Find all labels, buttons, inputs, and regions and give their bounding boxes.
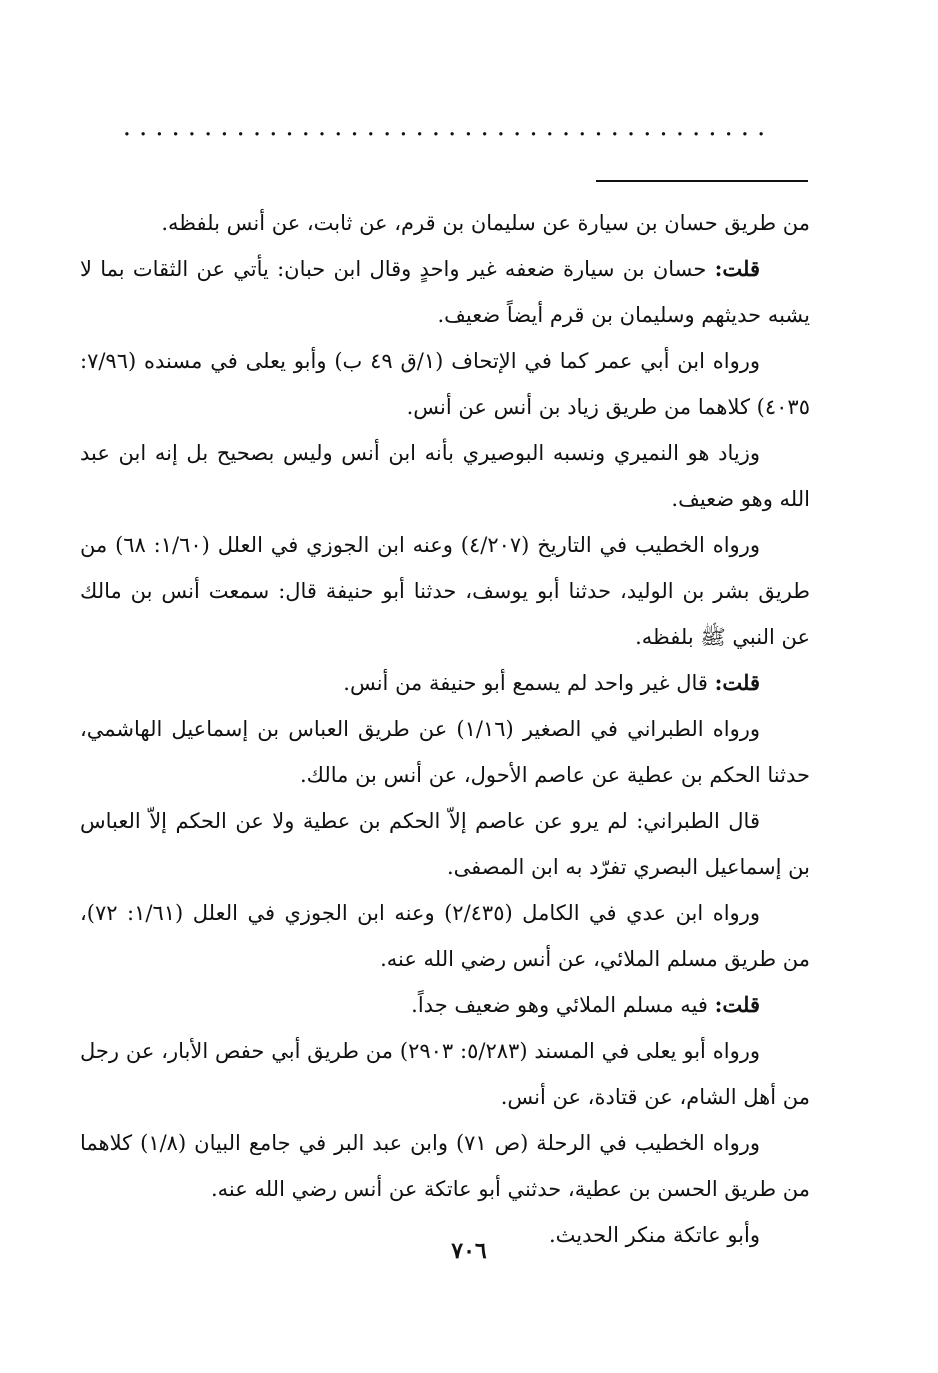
- paragraph: [80, 982, 810, 1028]
- paragraph: [80, 430, 810, 522]
- paragraph-text: حسان بن سيارة ضعفه غير واحدٍ وقال ابن حبان: يأتي عن الثقات بما لا يشبه حديثهم وسليمان بن قرم أيضاً ضعيف.: [80, 257, 810, 327]
- paragraph-text: وزياد هو النميري ونسبه البوصيري بأنه ابن أنس وليس بصحيح بل إنه ابن عبد الله وهو ضعيف.: [80, 441, 810, 511]
- page-number: ٧٠٦: [451, 1238, 487, 1264]
- footnote-rule: [596, 180, 808, 182]
- paragraph: [80, 1028, 810, 1120]
- paragraph: [80, 246, 810, 338]
- paragraph: [80, 660, 810, 706]
- paragraph-text: ورواه الخطيب في التاريخ (٤/٢٠٧) وعنه ابن الجوزي في العلل (١/٦٠: ٦٨) من طريق بشر بن الوليد، حدثنا أبو يوسف، حدثنا أبو حنيفة قال: سمعت أنس بن مالك عن النبي ﷺ بلفظه.: [80, 533, 810, 649]
- paragraph: [80, 338, 810, 430]
- paragraph-text: وأبو عاتكة منكر الحديث.: [548, 1223, 760, 1247]
- paragraph-text: ورواه ابن أبي عمر كما في الإتحاف (١/ق ٤٩ ب) وأبو يعلى في مسنده (٧/٩٦: ٤٠٣٥) كلاهما من طريق زياد بن أنس عن أنس.: [80, 349, 810, 419]
- paragraph: [80, 706, 810, 798]
- footnote-text: [80, 200, 810, 1258]
- paragraph-text: قال الطبراني: لم يرو عن عاصم إلاّ الحكم بن عطية ولا عن الحكم إلاّ العباس بن إسماعيل البصري تفرّد به ابن المصفى.: [80, 809, 810, 879]
- paragraph-lead: قلت:: [714, 670, 760, 695]
- paragraph: [80, 200, 810, 246]
- paragraph: [80, 522, 810, 660]
- paragraph-text: ورواه أبو يعلى في المسند (٥/٢٨٣: ٢٩٠٣) من طريق أبي حفص الأبار، عن رجل من أهل الشام، عن قتادة، عن أنس.: [80, 1039, 810, 1109]
- paragraph-text: ورواه الطبراني في الصغير (١/١٦) عن طريق العباس بن إسماعيل الهاشمي، حدثنا الحكم بن عطية عن عاصم الأحول، عن أنس بن مالك.: [80, 717, 810, 787]
- paragraph: [80, 1120, 810, 1212]
- paragraph-text: فيه مسلم الملائي وهو ضعيف جداً.: [411, 993, 715, 1017]
- paragraph-text: ورواه الخطيب في الرحلة (ص ٧١) وابن عبد البر في جامع البيان (١/٨) كلاهما من طريق الحسن بن عطية، حدثني أبو عاتكة عن أنس رضي الله عنه.: [80, 1131, 810, 1201]
- paragraph-lead: قلت:: [714, 992, 760, 1017]
- paragraph-text: قال غير واحد لم يسمع أبو حنيفة من أنس.: [343, 671, 715, 695]
- paragraph-lead: قلت:: [714, 256, 760, 281]
- separator-dots: ........................................: [122, 112, 774, 142]
- paragraph: [80, 798, 810, 890]
- paragraph: [80, 890, 810, 982]
- paragraph-text: من طريق حسان بن سيارة عن سليمان بن قرم، عن ثابت، عن أنس بلفظه.: [161, 211, 810, 235]
- paragraph-text: ورواه ابن عدي في الكامل (٢/٤٣٥) وعنه ابن الجوزي في العلل (١/٦١: ٧٢)، من طريق مسلم الملائي، عن أنس رضي الله عنه.: [80, 901, 810, 971]
